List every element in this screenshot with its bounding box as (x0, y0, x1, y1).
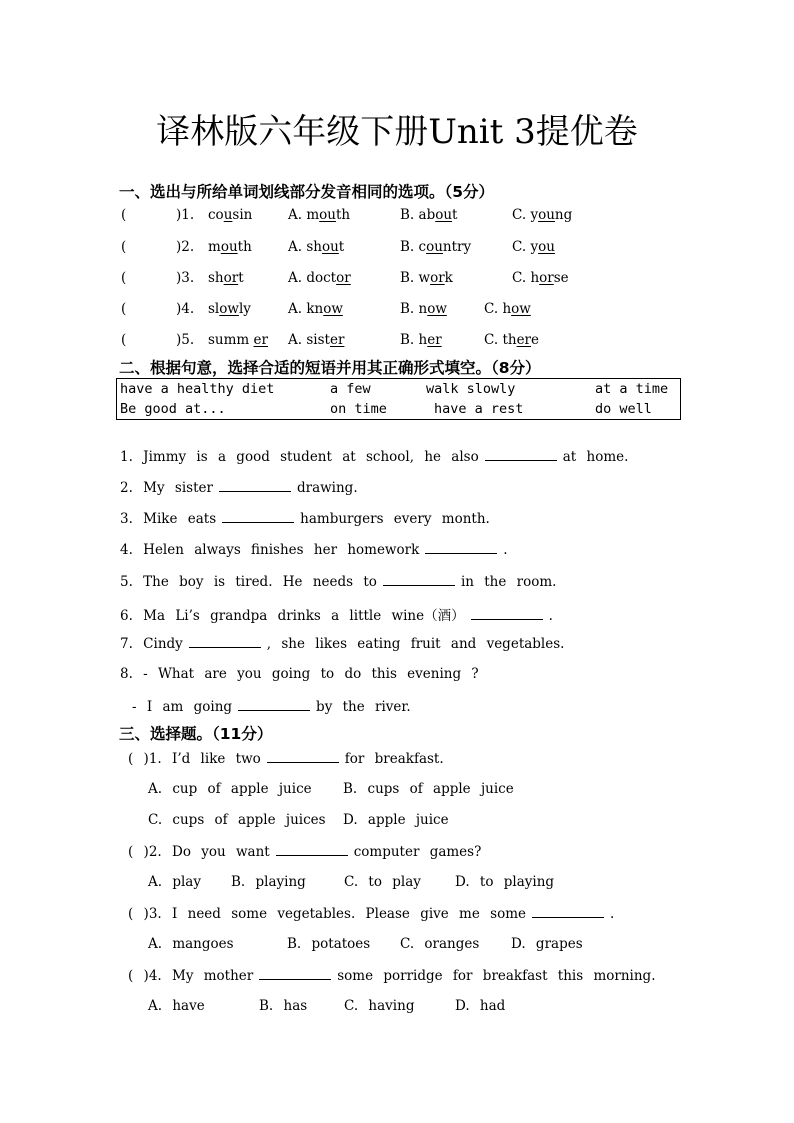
option-word: C. horse (512, 270, 569, 286)
page-title: 译林版六年级下册Unit 3提优卷 (156, 112, 638, 152)
underlined-letters: er (253, 332, 268, 348)
mc-option: D. had (455, 998, 506, 1014)
fill-sentence: 7. Cindy , she likes eating fruit and vegetables. (120, 636, 565, 652)
question-word (208, 270, 244, 286)
answer-blank (276, 843, 348, 856)
option-word: A. sister (288, 332, 345, 348)
option-word: B. now (400, 301, 447, 317)
underlined-letters: er (516, 332, 532, 348)
option-c (512, 239, 555, 255)
option-b (400, 270, 453, 286)
option-word: A. know (288, 301, 343, 317)
fill-sentence: 6. Ma Li’s grandpa drinks a little wine（酒） . (120, 608, 553, 624)
option-word: C. young (512, 207, 573, 223)
answer-blank (222, 510, 294, 523)
fill-sentence: 8. - What are you going to do this evening ? (120, 666, 479, 682)
question-word (208, 239, 252, 255)
option-word: A. mouth (288, 207, 351, 223)
option-word: B. country (400, 239, 472, 255)
option-b (400, 301, 447, 317)
underlined-letters: ou (435, 207, 453, 223)
underlined-letters: ow (323, 301, 343, 317)
phrase: at a time (595, 381, 669, 397)
option-word: slowly (208, 301, 251, 317)
mc-option: D. to playing (455, 874, 555, 890)
option-b (400, 332, 442, 348)
fill-sentence: - I am going by the river. (132, 699, 411, 715)
answer-blank (238, 698, 310, 711)
underlined-letters: ou (538, 239, 555, 255)
option-a (288, 301, 343, 317)
mc-option: C. cups of apple juices (148, 812, 326, 828)
mc-option: B. has (259, 998, 308, 1014)
phrase: have a rest (434, 401, 524, 417)
phrase: a few (330, 381, 371, 397)
underlined-letters: or (223, 270, 239, 286)
question-number: )2. (176, 239, 195, 255)
underlined-letters: u (223, 207, 233, 223)
underlined-letters: ou (220, 239, 238, 255)
question-word (208, 332, 268, 348)
option-word: A. shout (288, 239, 345, 255)
underlined-letters: or (336, 270, 351, 286)
question-word (208, 207, 252, 223)
answer-paren: ( (121, 239, 127, 255)
answer-blank (189, 635, 261, 648)
answer-blank (532, 905, 604, 918)
mc-option: D. grapes (511, 936, 583, 952)
answer-paren: ( (121, 332, 127, 348)
question-number: )3. (176, 270, 195, 286)
mc-option: C. having (344, 998, 415, 1014)
underlined-letters: ow (219, 301, 239, 317)
mc-option: C. oranges (400, 936, 480, 952)
option-word: B. her (400, 332, 442, 348)
option-word: C. how (484, 301, 531, 317)
question-number: )4. (176, 301, 195, 317)
underlined-letters: ou (538, 207, 555, 223)
section2-heading: 二、根据句意，选择合适的短语并用其正确形式填空。（8分） (119, 359, 541, 377)
underlined-letters: or (539, 270, 554, 286)
mc-question: ( )4. My mother some porridge for breakfast this morning. (128, 968, 656, 984)
phrase: on time (330, 401, 387, 417)
mc-question: ( )3. I need some vegetables. Please give me some . (128, 906, 615, 922)
question-number: )1. (176, 207, 195, 223)
fill-sentence: 2. My sister drawing. (120, 480, 358, 496)
option-b (400, 207, 457, 223)
answer-blank (471, 607, 543, 620)
question-number: )5. (176, 332, 195, 348)
option-b (400, 239, 471, 255)
answer-blank (267, 750, 339, 763)
mc-option: D. apple juice (343, 812, 449, 828)
fill-sentence: 1. Jimmy is a good student at school, he also at home. (120, 449, 629, 465)
option-word: cousin (208, 207, 253, 223)
phrase-box (116, 378, 681, 420)
option-word: C. you (512, 239, 555, 255)
mc-option: C. to play (344, 874, 421, 890)
option-word: short (208, 270, 244, 286)
phrase: Be good at... (120, 401, 226, 417)
phrase: have a healthy diet (120, 381, 275, 397)
option-a (288, 332, 344, 348)
mc-option: A. mangoes (148, 936, 234, 952)
section3-heading: 三、选择题。（11分） (119, 725, 273, 743)
option-word: B. about (400, 207, 458, 223)
mc-option: B. playing (231, 874, 306, 890)
mc-option: A. have (148, 998, 205, 1014)
phrase: do well (595, 401, 652, 417)
mc-option: B. cups of apple juice (343, 781, 514, 797)
option-a (288, 270, 351, 286)
option-c (512, 270, 569, 286)
mc-option: B. potatoes (287, 936, 371, 952)
underlined-letters: ou (321, 239, 339, 255)
option-word: A. doctor (288, 270, 351, 286)
underlined-letters: er (329, 332, 345, 348)
option-word: mouth (208, 239, 252, 255)
question-word (208, 301, 251, 317)
option-c (484, 332, 539, 348)
answer-paren: ( (121, 270, 127, 286)
option-a (288, 207, 350, 223)
answer-blank (425, 541, 497, 554)
fill-sentence: 5. The boy is tired. He needs to in the room. (120, 574, 557, 590)
underlined-letters: ou (426, 239, 443, 255)
answer-paren: ( (121, 301, 127, 317)
mc-question: ( )1. I’d like two for breakfast. (128, 751, 444, 767)
fill-sentence: 4. Helen always finishes her homework . (120, 542, 508, 558)
answer-blank (219, 479, 291, 492)
answer-blank (259, 967, 331, 980)
answer-blank (383, 573, 455, 586)
underlined-letters: er (427, 332, 442, 348)
phrase: walk slowly (426, 381, 516, 397)
underlined-letters: ow (427, 301, 447, 317)
underlined-letters: ou (319, 207, 336, 223)
option-c (512, 207, 572, 223)
mc-question: ( )2. Do you want computer games? (128, 844, 482, 860)
option-c (484, 301, 531, 317)
mc-option: A. cup of apple juice (148, 781, 312, 797)
fill-sentence: 3. Mike eats hamburgers every month. (120, 511, 490, 527)
option-word: C. there (484, 332, 540, 348)
answer-blank (485, 448, 557, 461)
answer-paren: ( (121, 207, 127, 223)
underlined-letters: ow (511, 301, 531, 317)
option-word: B. work (400, 270, 453, 286)
option-a (288, 239, 344, 255)
mc-option: A. play (148, 874, 201, 890)
option-word: summ er (208, 332, 268, 348)
section1-heading: 一、选出与所给单词划线部分发音相同的选项。（5分） (119, 183, 495, 201)
underlined-letters: or (430, 270, 445, 286)
